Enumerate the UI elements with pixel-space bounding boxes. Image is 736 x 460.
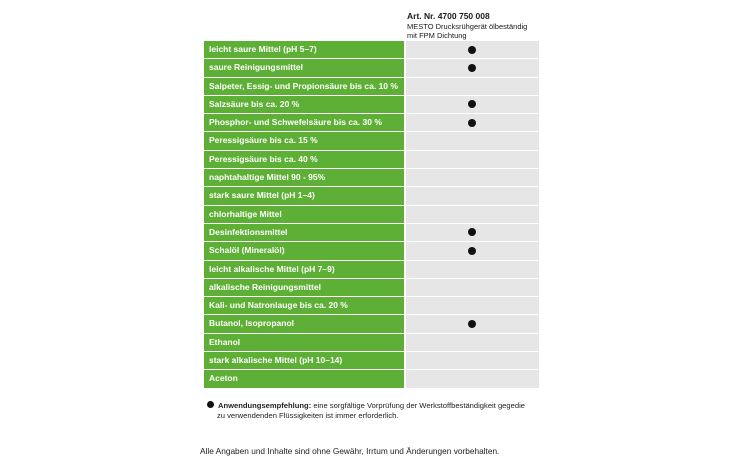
medium-label: stark alkalische Mittel (pH 10–14) (204, 352, 404, 369)
table-row (204, 224, 539, 242)
table-row (204, 114, 539, 132)
medium-label: Salpeter, Essig- und Propionsäure bis ca. 10 % (204, 78, 404, 95)
table-row (204, 334, 539, 352)
product-description-line1: MESTO Drucksrühgerät ölbeständig (407, 22, 528, 31)
table-row (204, 59, 539, 77)
table-row (204, 352, 539, 370)
recommended-dot-icon (468, 64, 476, 72)
table-row (204, 169, 539, 187)
table-row (204, 41, 539, 59)
medium-label: leicht saure Mittel (pH 5–7) (204, 41, 404, 58)
suitability-cell (406, 370, 539, 387)
medium-label: Butanol, Isopropanol (204, 315, 404, 332)
article-number: Art. Nr. 4700 750 008 (407, 11, 490, 21)
medium-label: stark saure Mittel (pH 1–4) (204, 187, 404, 204)
suitability-cell (406, 114, 539, 131)
recommended-dot-icon (468, 119, 476, 127)
medium-label: Phosphor- und Schwefelsäure bis ca. 30 % (204, 114, 404, 131)
column-header (407, 11, 539, 40)
suitability-cell (406, 242, 539, 259)
recommendation-dot-icon (207, 401, 214, 408)
recommended-dot-icon (468, 46, 476, 54)
table-row (204, 132, 539, 150)
medium-label: Schalöl (Mineralöl) (204, 242, 404, 259)
medium-label: Aceton (204, 370, 404, 387)
medium-label: Peressigsäure bis ca. 15 % (204, 132, 404, 149)
table-row (204, 187, 539, 205)
product-description-line2: mit FPM Dichtung (407, 31, 467, 40)
suitability-cell (406, 334, 539, 351)
recommended-dot-icon (468, 247, 476, 255)
suitability-cell (406, 352, 539, 369)
medium-label: leicht alkalische Mittel (pH 7–9) (204, 261, 404, 278)
recommended-dot-icon (468, 100, 476, 108)
table-row (204, 297, 539, 315)
legend (207, 401, 547, 421)
medium-label: saure Reinigungsmittel (204, 59, 404, 76)
recommended-dot-icon (468, 320, 476, 328)
suitability-cell (406, 59, 539, 76)
table-row (204, 279, 539, 297)
suitability-cell (406, 279, 539, 296)
table-row (204, 206, 539, 224)
suitability-cell (406, 187, 539, 204)
suitability-cell (406, 151, 539, 168)
medium-label: alkalische Reinigungsmittel (204, 279, 404, 296)
medium-label: Desinfektionsmittel (204, 224, 404, 241)
table-row (204, 151, 539, 169)
recommended-dot-icon (468, 228, 476, 236)
table-row (204, 370, 539, 388)
medium-label: chlorhaltige Mittel (204, 206, 404, 223)
legend-heading: Anwendungsempfehlung: (218, 401, 312, 410)
suitability-cell (406, 224, 539, 241)
suitability-cell (406, 132, 539, 149)
disclaimer-footer: Alle Angaben und Inhalte sind ohne Gewähr, Irrtum und Änderungen vorbehalten. (200, 446, 500, 456)
legend-text-line1: eine sorgfältige Vorprüfung der Werkstoffbeständigkeit gegedie (311, 401, 525, 410)
suitability-cell (406, 96, 539, 113)
table-row (204, 242, 539, 260)
medium-label: Ethanol (204, 334, 404, 351)
medium-label: naphtahaltige Mittel 90 - 95% (204, 169, 404, 186)
suitability-cell (406, 206, 539, 223)
suitability-cell (406, 315, 539, 332)
medium-label: Kali- und Natronlauge bis ca. 20 % (204, 297, 404, 314)
table-row (204, 315, 539, 333)
suitability-cell (406, 78, 539, 95)
medium-label: Peressigsäure bis ca. 40 % (204, 151, 404, 168)
suitability-cell (406, 297, 539, 314)
table-row (204, 96, 539, 114)
table-row (204, 261, 539, 279)
table-row (204, 78, 539, 96)
suitability-cell (406, 169, 539, 186)
resistance-table (204, 41, 539, 389)
suitability-cell (406, 41, 539, 58)
legend-text-line2: zu verwendenden Flüssigkeiten ist immer erforderlich. (217, 411, 399, 420)
medium-label: Salzsäure bis ca. 20 % (204, 96, 404, 113)
suitability-cell (406, 261, 539, 278)
